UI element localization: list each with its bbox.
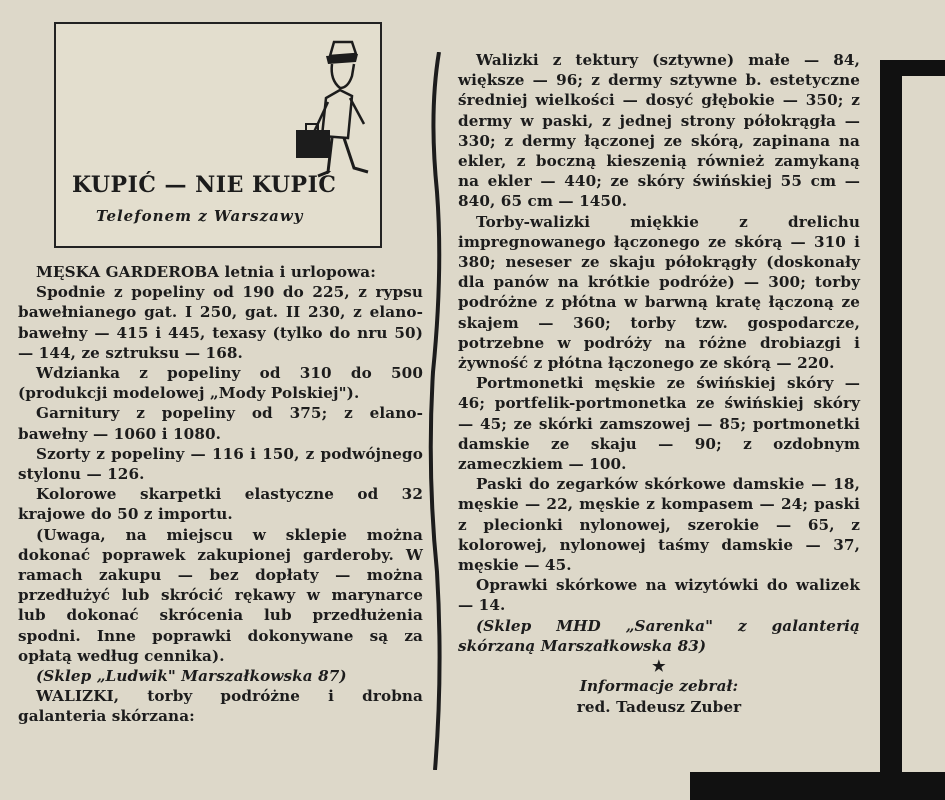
text: z popeliny od 375; z elano-bawełny — 1060 i 1080.	[18, 404, 423, 443]
text: torby podróżne i drobna galanteria skórzana:	[18, 687, 423, 726]
text: do zegarków skórkowe damskie — 18, męskie — 22, męskie z kompasem — 24; paski z plecionki nylonowej, szerokie — 65, z kolorowej, nylonowej taśmy damskie — 37, męskie — 45.	[458, 475, 860, 575]
header-subtitle: Telefonem z Warszawy	[96, 207, 304, 225]
text: elastyczne od 32 krajowe do 50 z importu.	[18, 485, 424, 524]
text: z popeliny — 116 i 150, z podwójnego stylonu — 126.	[18, 444, 423, 484]
paragraph-suits	[18, 403, 423, 443]
term: Walizki	[476, 51, 539, 69]
term: WALIZKI,	[36, 687, 120, 706]
term: skarpetki	[139, 485, 222, 504]
paragraph-purses	[458, 373, 860, 474]
paragraph-card-holders	[458, 575, 860, 615]
credit-name: red. Tadeusz Zuber	[576, 697, 742, 716]
paragraph-shorts	[18, 444, 423, 484]
paragraph-travel-bags	[458, 212, 860, 374]
text: miękkie z drelichu impregnowanego łączonego ze skórą — 310 i 380; neseser ze skaju półokrągły (doskonały dla panów na krótkie podróże) — 300; torby podróżne z płótna w barwną kratę łączoną ze skajem — 360; torby tzw. gospodarcze, potrzebne w podróży na różne drobiazgi i żywność z płótna łączonego ze skórą — 220.	[458, 212, 860, 373]
text: męskie ze świńskiej skóry — 46; portfelik-portmonetka ze świńskiej skóry — 45; ze skórki zamszowej — 85; portmonetki damskie ze skaju — 90; z ozdobnym zameczkiem — 100.	[458, 374, 860, 474]
header-title: KUPIĆ — NIE KUPIĆ	[72, 172, 337, 198]
term: Szorty	[36, 444, 91, 463]
paragraph-watch-straps	[458, 474, 860, 575]
term: Paski	[476, 475, 523, 494]
left-column	[18, 262, 423, 727]
header-box	[54, 22, 382, 248]
paragraph-mens-wear	[18, 262, 423, 282]
paragraph-socks	[18, 484, 423, 524]
paragraph-jackets	[18, 363, 423, 403]
term: Torby-walizki	[476, 212, 591, 231]
paragraph-trousers	[18, 282, 423, 363]
term: Garnitury	[36, 404, 120, 423]
paragraph-suitcases	[458, 50, 860, 212]
term: MĘSKA GARDEROBA	[36, 263, 220, 281]
text: Kolorowe	[36, 485, 140, 504]
text: z tektury (sztywne) małe — 84, większe — 96; z dermy sztywne b. estetyczne średniej wielkości — dosyć głębokie — 350; z dermy w paski, z jednej strony półokrągła — 330; z dermy łączonej ze skórą, zapinana na ekler, z boczną kieszenią również zamykaną na ekler — 440; ze skóry świńskiej 55 cm — 840, 65 cm — 1450.	[458, 51, 860, 211]
text: z popeliny od 190 do 225, z rypsu bawełnianego gat. I 250, gat. II 230, z elano-bawełny — 415 i 445, texasy (tylko do nru 50) — 144, ze sztruksu — 168.	[18, 283, 423, 362]
term: Spodnie	[36, 283, 106, 302]
term: Wdzianka	[36, 364, 121, 383]
text: z popeliny od 310 do 500 (produkcji modelowej „Mody Polskiej").	[18, 364, 423, 403]
shop-address-ludwik: (Sklep „Ludwik" Marszałkowska 87)	[36, 667, 347, 686]
star-icon: ★	[652, 657, 666, 676]
paragraph-suitcases-intro	[18, 686, 423, 726]
paragraph-note: (Uwaga, na miejscu w sklepie można dokonać poprawek zakupionej garderoby. W ramach zakupu — bez dopłaty — można przedłużyć lub skrócić rękawy w marynarce lub dokonać skrócenia lub przedłużenia spodni. Inne poprawki dokonywane są za opłatą według cennika).	[18, 525, 423, 665]
right-column	[458, 50, 860, 717]
term: Portmonetki	[476, 374, 584, 393]
page-frame-decoration	[880, 60, 945, 800]
shop-address-sarenka: (Sklep MHD „Sarenka" z galanterią skórzaną Marszałkowska 83)	[458, 616, 860, 655]
frame-bar-left	[880, 60, 902, 800]
text: skórkowe na wizytówki do walizek — 14.	[458, 576, 860, 615]
column-divider	[425, 52, 445, 770]
walking-man-with-suitcase-icon	[256, 36, 376, 186]
credit-label: Informacje zebrał:	[579, 677, 739, 696]
term: Oprawki	[476, 576, 548, 595]
frame-bar-bottom	[690, 772, 945, 800]
text: letnia i urlopowa:	[219, 263, 376, 281]
